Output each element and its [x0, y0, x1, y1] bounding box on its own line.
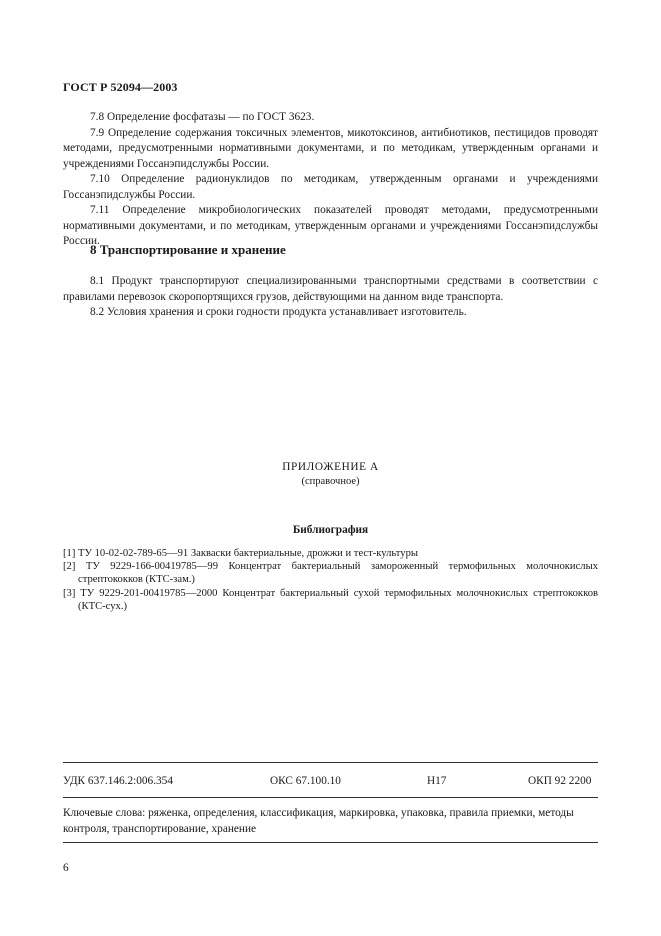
bibliography-title: Библиография — [292, 524, 369, 536]
footer-divider-middle — [63, 797, 598, 798]
classification-code: Н17 — [427, 775, 447, 787]
page-number: 6 — [63, 862, 69, 874]
udk-code: УДК 637.146.2:006.354 — [63, 775, 173, 787]
paragraph-8-1: 8.1 Продукт транспортируют специализированными транспортными средствами в соответствии с правилами перевозок скоропортящихся грузов, действующими на данном виде транспорта. — [63, 275, 598, 303]
reference-item: [2] ТУ 9229-166-00419785—99 Концентрат бактериальный замороженный термофильных молочнокислых стрептококков (КТС-зам.) — [63, 561, 598, 586]
paragraph-8-2: 8.2 Условия хранения и сроки годности продукта устанавливает изготовитель. — [90, 306, 467, 318]
paragraph-7-8: 7.8 Определение фосфатазы — по ГОСТ 3623. — [90, 111, 315, 123]
section-8-body — [63, 274, 598, 321]
footer-divider-top — [63, 762, 598, 763]
keywords: Ключевые слова: ряженка, определения, классификация, маркировка, упаковка, правила приемки, методы контроля, транспортирование, хранение — [63, 807, 574, 835]
reference-item: [1] ТУ 10-02-02-789-65—91 Закваски бактериальные, дрожжи и тест-культуры — [63, 548, 419, 559]
paragraph-7-9: 7.9 Определение содержания токсичных элементов, микотоксинов, антибиотиков, пестицидов проводят методами, предусмотренными нормативными документами, и по методикам, утвержденным органами и учреждениями Госсанэпидслужбы России. — [63, 126, 598, 170]
okp-code: ОКП 92 2200 — [528, 775, 592, 787]
paragraph-7-10: 7.10 Определение радионуклидов по методикам, утвержденным органами и учреждениями Госсанэпидслужбы России. — [63, 173, 598, 201]
section-8-title: 8 Транспортирование и хранение — [90, 242, 286, 257]
oks-code: ОКС 67.100.10 — [270, 775, 341, 787]
appendix-subtitle: (справочное) — [301, 476, 360, 487]
paragraph-7-11: 7.11 Определение микробиологических показателей проводят методами, предусмотренными нормативными документами, и по методикам, утвержденным органами и учреждениями Госсанэпидслужбы России. — [63, 204, 598, 247]
bibliography-list — [63, 547, 598, 613]
footer-divider-bottom — [63, 842, 598, 843]
appendix-title: ПРИЛОЖЕНИЕ А — [282, 461, 379, 473]
section-7-continuation — [63, 110, 598, 250]
reference-item: [3] ТУ 9229-201-00419785—2000 Концентрат бактериальный сухой термофильных молочнокислых стрептококков (КТС-сух.) — [63, 587, 598, 612]
standard-header: ГОСТ Р 52094—2003 — [63, 80, 178, 94]
